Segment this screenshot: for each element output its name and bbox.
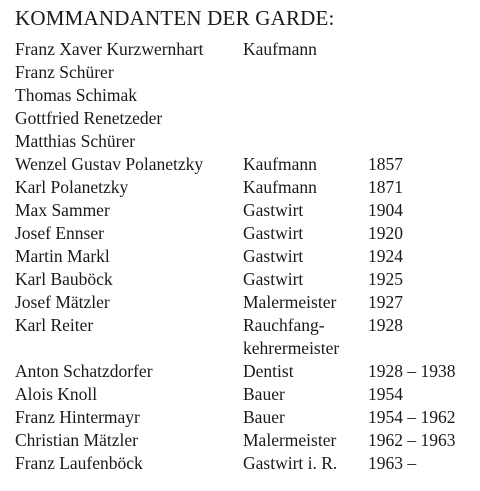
- commander-occupation: [243, 176, 317, 199]
- commander-row: [15, 383, 475, 406]
- commander-years: 1904: [368, 200, 403, 220]
- occupation-line: Gastwirt: [243, 269, 304, 289]
- commander-row: [15, 61, 475, 84]
- commander-name: Martin Markl: [15, 246, 110, 266]
- commander-row: [15, 84, 475, 107]
- commander-occupation: [243, 268, 303, 291]
- commander-years: 1928: [368, 315, 403, 335]
- commander-occupation: [243, 360, 294, 383]
- commander-years: 1962 – 1963: [368, 430, 456, 450]
- commander-years: 1963 –: [368, 453, 417, 473]
- commander-name: Wenzel Gustav Polanetzky: [15, 154, 204, 174]
- commander-name: Thomas Schimak: [15, 85, 137, 105]
- commander-occupation: [243, 314, 339, 360]
- commander-occupation: [243, 199, 303, 222]
- occupation-line: Rauchfang-: [243, 315, 325, 335]
- commander-row: [15, 153, 475, 176]
- commander-name: Josef Ennser: [15, 223, 104, 243]
- commander-name: Franz Laufenböck: [15, 453, 143, 473]
- commander-occupation: [243, 452, 337, 475]
- commander-occupation: [243, 222, 303, 245]
- commander-row: [15, 245, 475, 268]
- commander-years: 1920: [368, 223, 403, 243]
- commander-row: [15, 314, 475, 360]
- commander-occupation: [243, 245, 303, 268]
- commander-row: [15, 429, 475, 452]
- commander-row: [15, 130, 475, 153]
- commander-row: [15, 291, 475, 314]
- commander-years: 1925: [368, 269, 403, 289]
- occupation-line: kehrermeister: [243, 338, 340, 358]
- commander-row: [15, 360, 475, 383]
- occupation-line: Malermeister: [243, 430, 337, 450]
- commander-name: Franz Xaver Kurzwernhart: [15, 39, 204, 59]
- commander-name: Karl Bauböck: [15, 269, 113, 289]
- commander-name: Anton Schatzdorfer: [15, 361, 153, 381]
- occupation-line: Gastwirt: [243, 246, 304, 266]
- commander-row: [15, 38, 475, 61]
- occupation-line: Malermeister: [243, 292, 337, 312]
- commander-occupation: [243, 38, 317, 61]
- occupation-line: Kaufmann: [243, 39, 317, 59]
- commander-row: [15, 222, 475, 245]
- commander-occupation: [243, 153, 317, 176]
- commander-occupation: [243, 429, 336, 452]
- commander-name: Karl Reiter: [15, 315, 94, 335]
- commander-name: Franz Hintermayr: [15, 407, 140, 427]
- commander-years: 1871: [368, 177, 403, 197]
- commander-years: 1924: [368, 246, 403, 266]
- commander-name: Josef Mätzler: [15, 292, 110, 312]
- commander-row: [15, 176, 475, 199]
- commander-occupation: [243, 406, 285, 429]
- commander-occupation: [243, 291, 336, 314]
- commander-list: [15, 38, 475, 475]
- commander-name: Franz Schürer: [15, 62, 114, 82]
- occupation-line: Gastwirt: [243, 223, 304, 243]
- occupation-line: Kaufmann: [243, 177, 317, 197]
- occupation-line: Dentist: [243, 361, 294, 381]
- commander-row: [15, 406, 475, 429]
- commander-name: Karl Polanetzky: [15, 177, 129, 197]
- commander-name: Christian Mätzler: [15, 430, 138, 450]
- commander-years: 1954 – 1962: [368, 407, 456, 427]
- occupation-line: Gastwirt i. R.: [243, 453, 338, 473]
- commander-years: 1857: [368, 154, 403, 174]
- commander-row: [15, 452, 475, 475]
- occupation-line: Bauer: [243, 384, 285, 404]
- commander-name: Matthias Schürer: [15, 131, 136, 151]
- commander-row: [15, 107, 475, 130]
- commander-row: [15, 268, 475, 291]
- commander-name: Max Sammer: [15, 200, 110, 220]
- commander-row: [15, 199, 475, 222]
- commander-years: 1954: [368, 384, 403, 404]
- occupation-line: Gastwirt: [243, 200, 304, 220]
- page-title: KOMMANDANTEN DER GARDE:: [15, 6, 335, 30]
- commander-occupation: [243, 383, 285, 406]
- commander-years: 1928 – 1938: [368, 361, 456, 381]
- commander-years: 1927: [368, 292, 403, 312]
- commander-name: Alois Knoll: [15, 384, 98, 404]
- occupation-line: Kaufmann: [243, 154, 317, 174]
- occupation-line: Bauer: [243, 407, 285, 427]
- commander-name: Gottfried Renetzeder: [15, 108, 163, 128]
